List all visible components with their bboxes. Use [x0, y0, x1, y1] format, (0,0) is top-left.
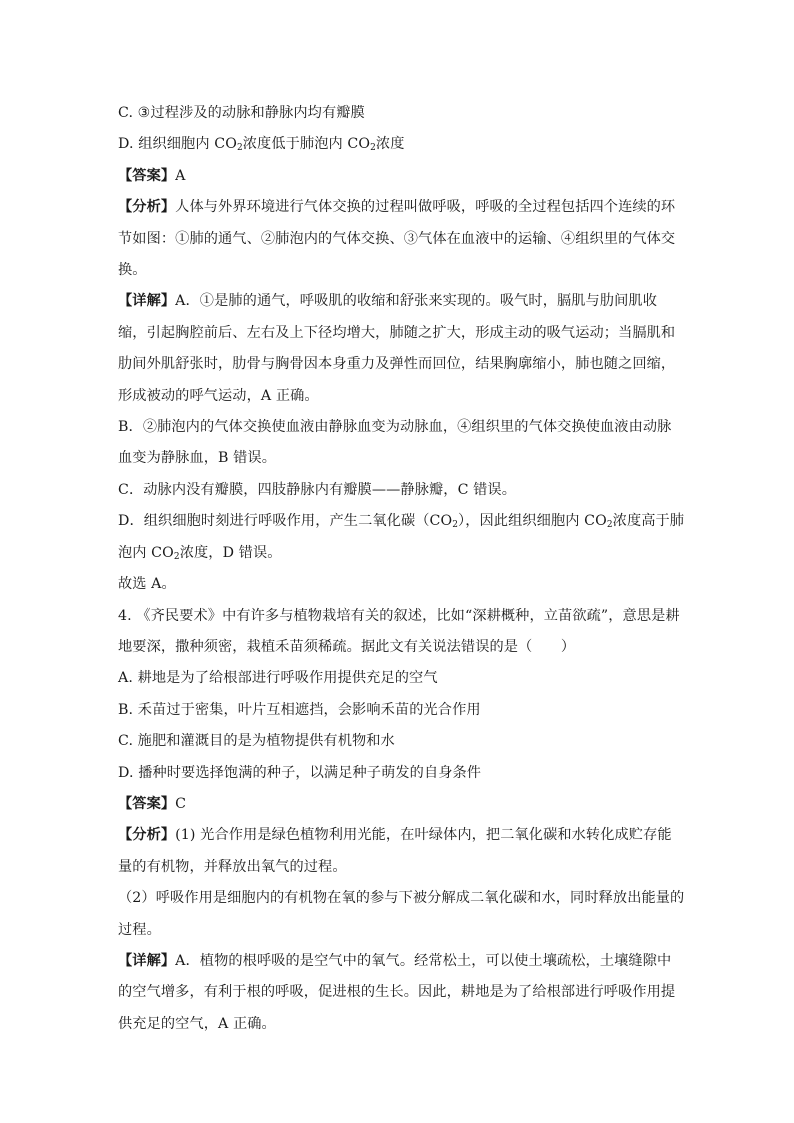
- q4-stem: 地要深，撒种须密，栽植禾苗须稀疏。据此文有关说法错误的是（ ）: [118, 638, 576, 655]
- answer-value: C: [175, 795, 187, 812]
- analysis-tag: 【分析】: [118, 199, 176, 216]
- q4-analysis-line: 过程。: [118, 921, 161, 938]
- q3-option-d: [118, 129, 683, 160]
- document-page: [118, 98, 683, 1040]
- q3-answer: [118, 161, 683, 192]
- q4-detail-line: [118, 946, 683, 977]
- q3-detail-line: 肋间外肌舒张时，肋骨与胸骨因本身重力及弹性而回位，结果胸廓缩小，肺也随之回缩，: [118, 356, 676, 373]
- text: A．植物的根呼吸的是空气中的氧气。经常松土，可以使土壤疏松，土壤缝隙中: [175, 952, 672, 969]
- subscript: 2: [452, 520, 459, 531]
- q3-detail-line: C．动脉内没有瓣膜，四肢静脉内有瓣膜——静脉瓣，C 错误。: [118, 481, 516, 498]
- text: 人体与外界环境进行气体交换的过程叫做呼吸，呼吸的全过程包括四个连续的环: [175, 199, 676, 216]
- answer-tag: 【答案】: [118, 167, 176, 184]
- detail-tag: 【详解】: [118, 952, 176, 969]
- text: ），因此组织细胞内 CO: [458, 513, 607, 530]
- answer-tag: 【答案】: [118, 795, 176, 812]
- q3-analysis-line: 换。: [118, 262, 147, 279]
- q4-answer: [118, 789, 683, 820]
- q4-detail-line: 供充足的空气，A 正确。: [118, 1015, 276, 1032]
- q4-analysis-line: [118, 820, 683, 851]
- subscript: 2: [370, 143, 376, 154]
- text: 浓度高于肺: [612, 513, 685, 530]
- text: 泡内 CO: [118, 544, 174, 561]
- q3-detail-line: 缩，引起胸腔前后、左右及上下径均增大，肺随之扩大，形成主动的吸气运动；当膈肌和: [118, 324, 676, 341]
- q4-option-c: C. 施肥和灌溉目的是为植物提供有机物和水: [118, 733, 395, 750]
- q3-detail-line: [118, 538, 683, 569]
- q3-option-c: C. ③过程涉及的动脉和静脉内均有瓣膜: [118, 105, 365, 121]
- subscript: 2: [173, 551, 180, 562]
- q3-detail-line: 形成被动的呼气运动，A 正确。: [118, 387, 319, 404]
- subscript: 2: [606, 520, 613, 531]
- q4-stem: 4. 《齐民要术》中有许多与植物栽培有关的叙述，比如“深耕概种，立苗欲疏”，意思是耕: [118, 607, 680, 624]
- q3-conclusion: 故选 A。: [118, 576, 176, 593]
- q4-option-b: B. 禾苗过于密集，叶片互相遮挡，会影响禾苗的光合作用: [118, 701, 481, 718]
- q3-analysis-line: 节如图：①肺的通气、②肺泡内的气体交换、③气体在血液中的运输、④组织里的气体交: [118, 230, 676, 247]
- q3-analysis-line: [118, 192, 683, 223]
- text: 浓度: [375, 136, 405, 153]
- text: A．①是肺的通气，呼吸肌的收缩和舒张来实现的。吸气时，膈肌与肋间肌收: [175, 293, 657, 310]
- q3-detail-line: [118, 506, 683, 537]
- analysis-tag: 【分析】: [118, 827, 176, 844]
- subscript: 2: [236, 143, 243, 154]
- q4-detail-line: 的空气增多，有利于根的呼吸，促进根的生长。因此，耕地是为了给根部进行呼吸作用提: [118, 984, 676, 1001]
- q3-detail-line: B．②肺泡内的气体交换使血液由静脉血变为动脉血，④组织里的气体交换使血液由动脉: [118, 419, 672, 436]
- q4-option-a: A. 耕地是为了给根部进行呼吸作用提供充足的空气: [118, 670, 438, 687]
- text: 浓度，D 错误。: [179, 544, 282, 561]
- text: D. 组织细胞内 CO: [118, 136, 237, 153]
- q3-detail-line: [118, 286, 683, 317]
- q4-option-d: D. 播种时要选择饱满的种子，以满足种子萌发的自身条件: [118, 764, 482, 781]
- answer-value: A: [175, 167, 186, 184]
- text: D．组织细胞时刻进行呼吸作用，产生二氧化碳（CO: [118, 513, 453, 530]
- text: (1) 光合作用是绿色植物利用光能，在叶绿体内，把二氧化碳和水转化成贮存能: [175, 827, 672, 844]
- q4-analysis-line: （2）呼吸作用是细胞内的有机物在氧的参与下被分解成二氧化碳和水，同时释放出能量的: [118, 890, 685, 907]
- detail-tag: 【详解】: [118, 293, 176, 310]
- q3-detail-line: 血变为静脉血，B 错误。: [118, 450, 277, 467]
- q4-analysis-line: 量的有机物，并释放出氧气的过程。: [118, 858, 347, 875]
- text: 浓度低于肺泡内 CO: [242, 136, 371, 153]
